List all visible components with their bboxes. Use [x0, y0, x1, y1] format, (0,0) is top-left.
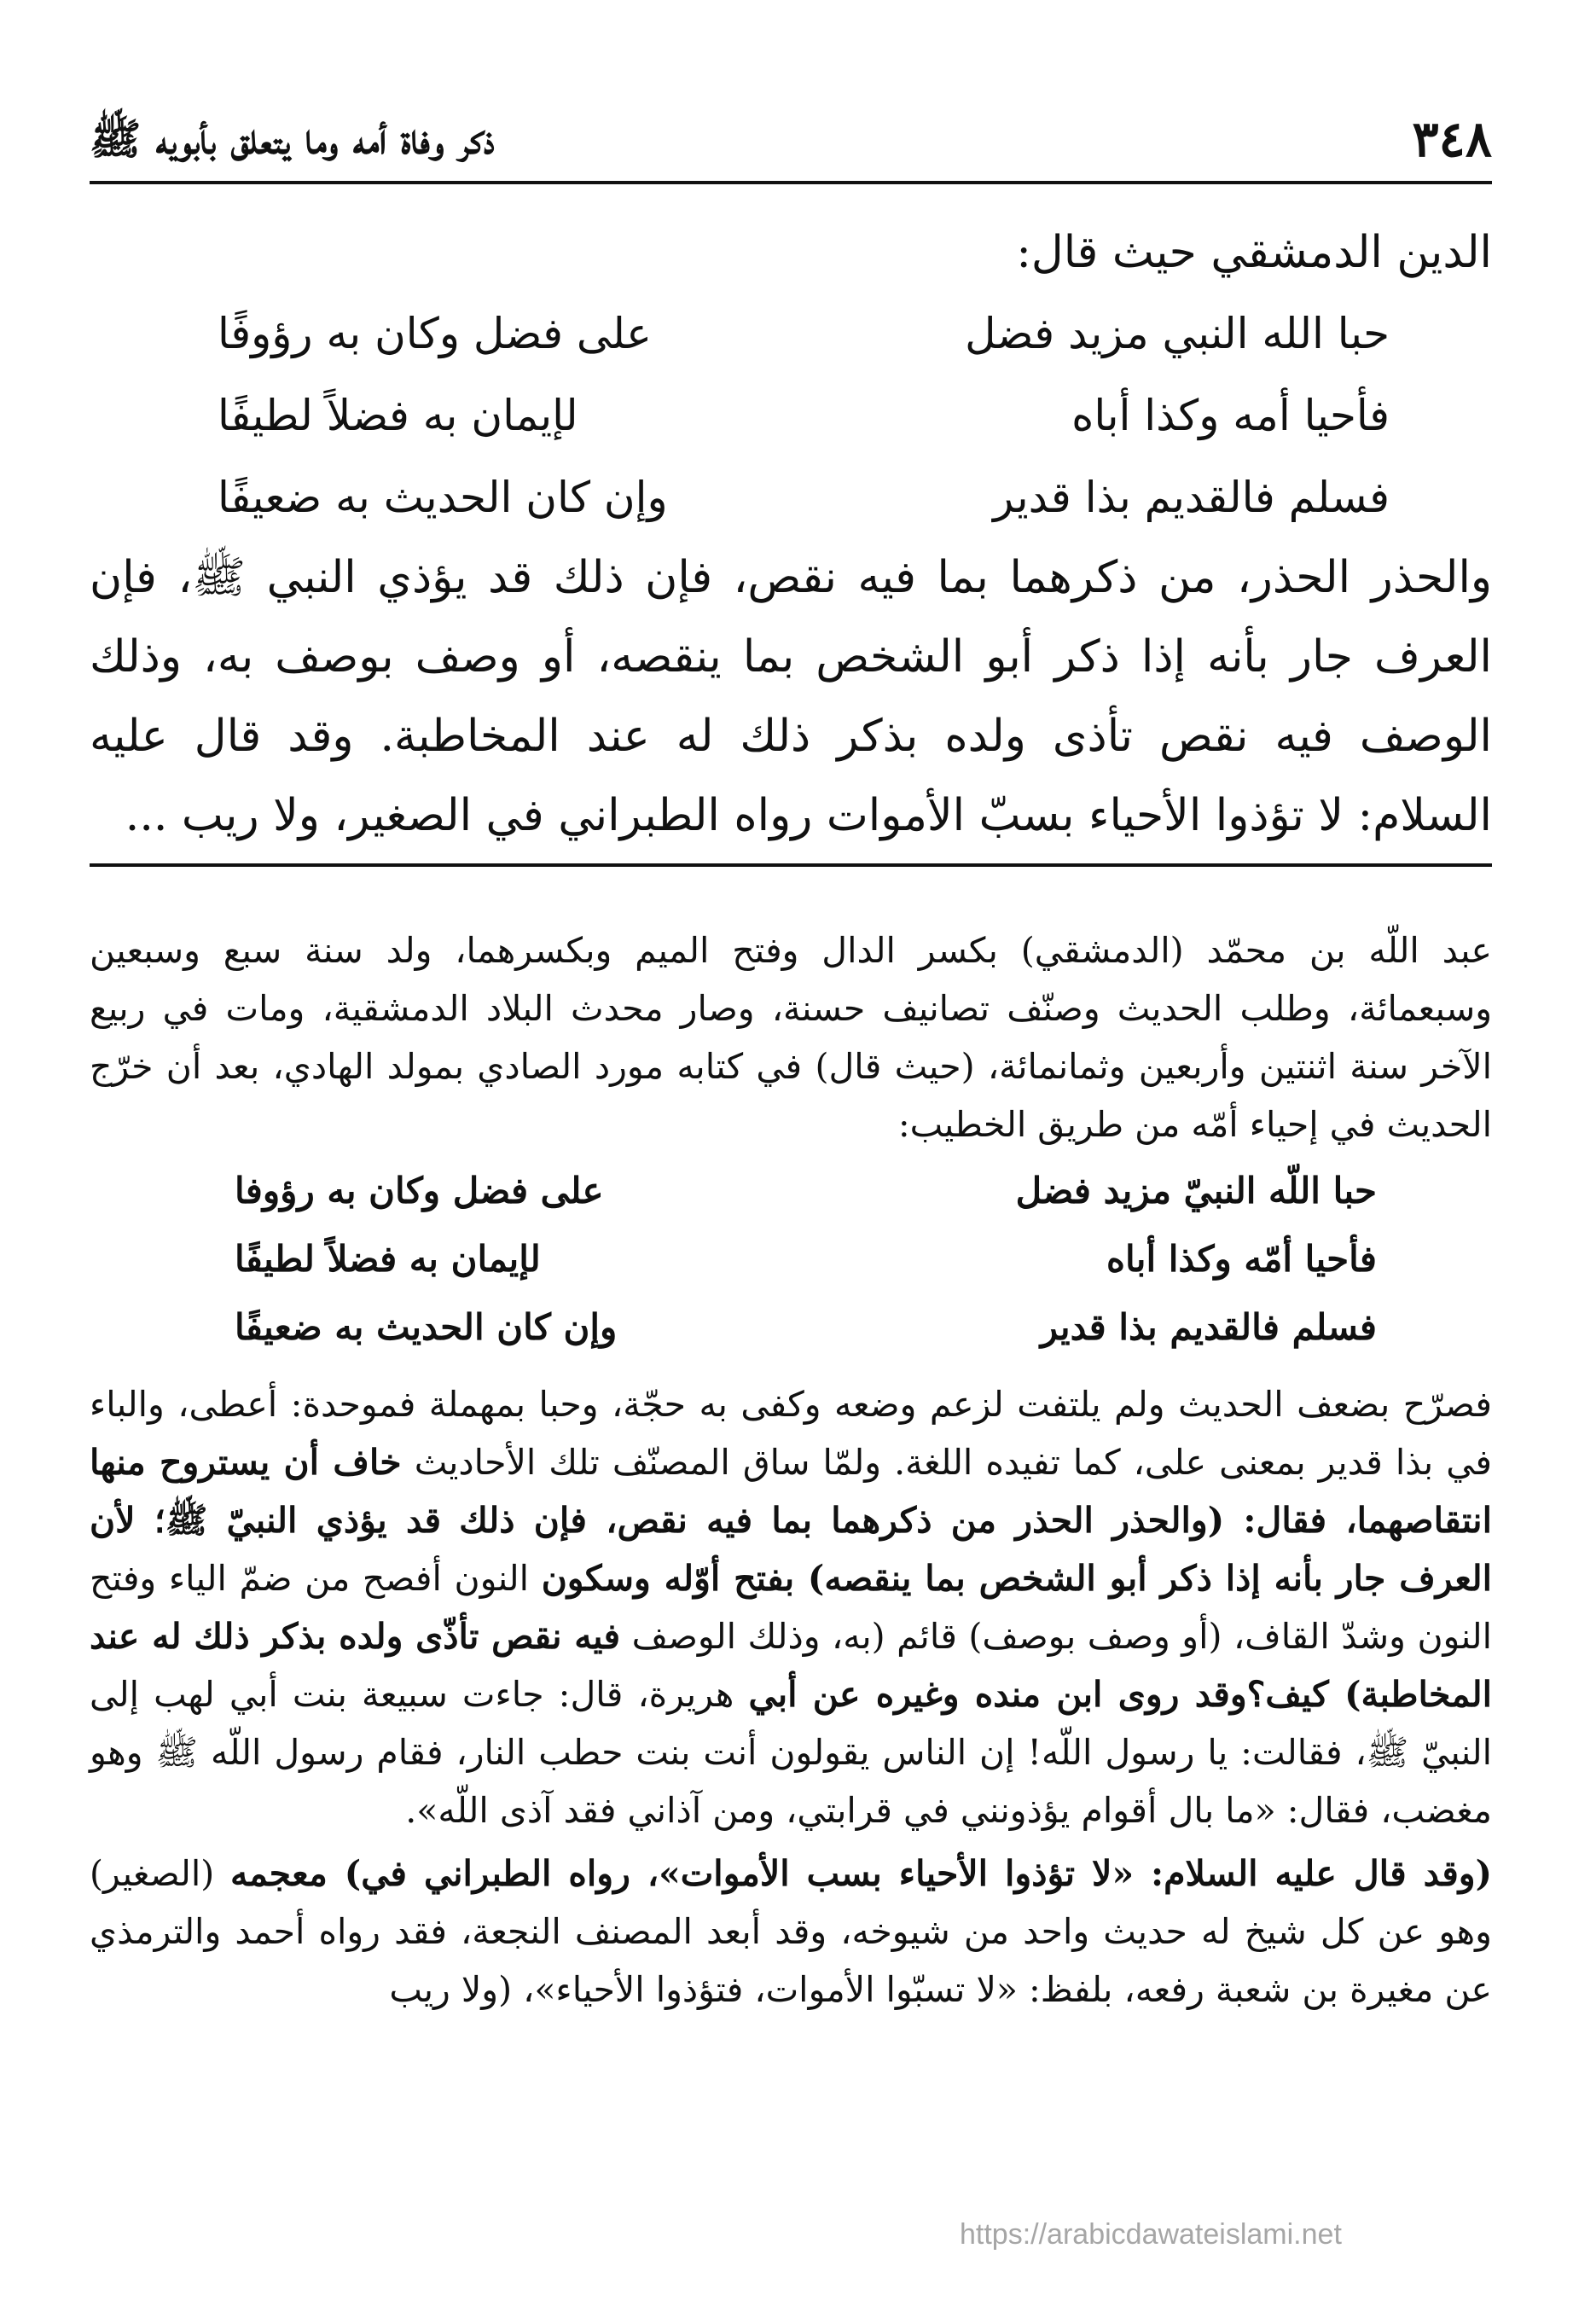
verse-first-half: فأحيا أمّه وكذا أباه — [1106, 1238, 1377, 1280]
page-header — [90, 101, 1492, 177]
commentary-text — [90, 921, 1492, 2019]
running-title: ذكر وفاة أمه وما يتعلق بأبويه ﷺ — [90, 113, 495, 164]
page-number: ٣٤٨ — [1412, 110, 1492, 168]
text-line: أعطى، والباء في بذا قدير بمعنى على، كما تفيده اللغة. ولمّا ساق المصنّف تلك الأحاديث — [90, 1384, 1492, 1483]
text-line: عبد اللّه بن محمّد (الدمشقي) بكسر الدال وفتح الميم وبكسرهما، ولد سنة سبع وسبعين — [90, 930, 1492, 971]
commentary-divider — [90, 863, 1492, 867]
verse-first-half: فأحيا أمه وكذا أباه — [1071, 391, 1390, 440]
text-line: قد يؤذي النبيّ ﷺ؛ لأن العرف جار بأنه إذا ذكر أبو الشخص بما ينقصه) بفتح أوّله وسكون — [90, 1500, 1492, 1599]
commentary-paragraph — [90, 1845, 1492, 2019]
main-text — [90, 213, 1492, 856]
commentary-poem — [90, 1153, 1492, 1375]
text-line: (وقد قال عليه السلام: «لا تؤذوا الأحياء بسب الأموات»، رواه الطبراني في) معجمه — [229, 1853, 1492, 1894]
header-divider — [90, 181, 1492, 184]
text-line: فصرّح بضعف الحديث ولم يلتفت لزعم وضعه وكفى به حجّة، وحبا بمهملة فموحدة: — [290, 1384, 1492, 1425]
verse-second-half: وإن كان الحديث به ضعيفًا — [218, 473, 668, 522]
text-line: (الصغير) وهو عن كل شيخ له حديث واحد من شيوخه، وقد أبعد المصنف النجعة، فقد رواه — [90, 1853, 1492, 1952]
verse-second-half: على فضل وكان به رؤوفا — [235, 1170, 604, 1211]
text-line: النون أفصح من ضمّ الياء وفتح النون وشدّ القاف، (أو وصف بوصف) قائم (به، وذلك الوصف — [90, 1558, 1492, 1657]
poem-verse — [90, 456, 1492, 538]
text-line: ربيع الآخر سنة اثنتين وأربعين وثمانمائة، (حيث قال) في كتابه مورد الصادي بمولد الهادي، بعد — [90, 988, 1493, 1087]
text-line: فيه نقص تأذّى ولده بذكر ذلك له عند المخاطبة) كيف؟وقد روى ابن منده وغيره عن أبي — [90, 1616, 1492, 1715]
text-line: فإن العرف جار بأنه إذا ذكر أبو الشخص بما ينقصه، أو وصف بوصف به، وذلك — [90, 552, 1492, 683]
commentary-intro — [90, 921, 1492, 1153]
poem-verse — [90, 1225, 1492, 1293]
text-line: السلام: لا تؤذوا الأحياء بسبّ الأموات رواه الطبراني في الصغير، ولا ريب ... — [125, 790, 1492, 841]
verse-second-half: على فضل وكان به رؤوفًا — [218, 309, 652, 358]
text-line: قرابتي، ومن آذاني فقد آذى اللّه». — [405, 1790, 892, 1831]
watermark-url: https://arabicdawateislami.net — [960, 2218, 1342, 2251]
text-line: الوصف فيه نقص تأذى ولده بذكر ذلك له عند المخاطبة. وقد قال عليه — [90, 711, 1492, 762]
poem-verse — [90, 293, 1492, 375]
verse-first-half: حبا اللّه النبيّ مزيد فضل — [1015, 1170, 1377, 1211]
verse-second-half: لإيمان به فضلاً لطيفًا — [218, 391, 578, 440]
text-line: أحمد والترمذي عن مغيرة بن شعبة رفعه، بلفظ: «لا تسبّوا الأموات، فتؤذوا الأحياء»، (ولا ريب — [90, 1911, 1492, 2010]
commentary-paragraph — [90, 1375, 1492, 1839]
text-line: أنت بنت حطب النار، فقام رسول اللّه ﷺ وهو مغضب، فقال: «ما بال أقوام يؤذونني في — [90, 1732, 1492, 1831]
text-line: وسبعمائة، وطلب الحديث وصنّف تصانيف حسنة، وصار محدث البلاد الدمشقية، ومات في — [162, 988, 1492, 1029]
verse-first-half: حبا الله النبي مزيد فضل — [965, 309, 1390, 358]
verse-first-half: فسلم فالقديم بذا قدير — [1040, 1306, 1377, 1348]
main-intro-line: الدين الدمشقي حيث قال: — [1016, 227, 1492, 278]
poem-verse — [90, 375, 1492, 456]
verse-second-half: لإيمان به فضلاً لطيفًا — [235, 1238, 541, 1280]
poem-verse — [90, 1293, 1492, 1362]
verse-second-half: وإن كان الحديث به ضعيفًا — [235, 1306, 618, 1348]
verse-first-half: فسلم فالقديم بذا قدير — [993, 473, 1390, 522]
poem-verse — [90, 1157, 1492, 1225]
text-line: أن خرّج الحديث في إحياء أمّه من طريق الخطيب: — [90, 1046, 1492, 1145]
main-paragraph — [90, 538, 1492, 856]
text-line: والحذر الحذر، من ذكرهما بما فيه نقص، فإن ذلك قد يؤذي النبي ﷺ، — [177, 552, 1493, 603]
text-line: خاف أن يستروح منها انتقاصهما، فقال: (والحذر الحذر من ذكرهما بما فيه نقص، فإن ذلك — [90, 1442, 1492, 1541]
text-line: هريرة، قال: جاءت سبيعة بنت أبي لهب إلى النبيّ ﷺ، فقالت: يا رسول اللّه! إن الناس يقولون — [90, 1674, 1492, 1773]
